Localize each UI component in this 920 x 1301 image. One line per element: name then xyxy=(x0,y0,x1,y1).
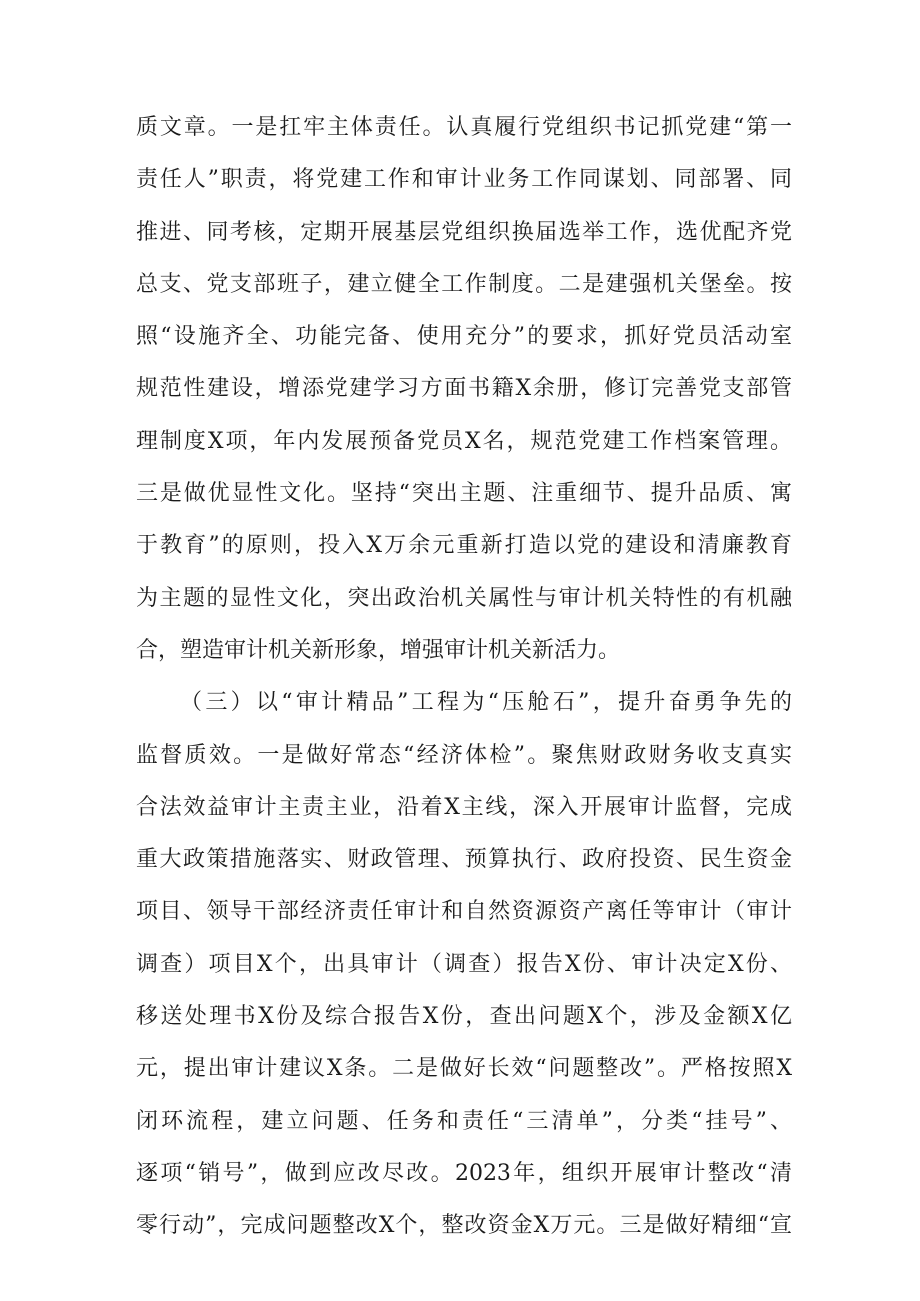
text-line: 规范性建设，增添党建学习方面书籍X余册，修订完善党支部管 xyxy=(136,376,792,402)
text-line: 推进、同考核，定期开展基层党组织换届选举工作，选优配齐党 xyxy=(136,219,792,245)
text-line: 质文章。一是扛牢主体责任。认真履行党组织书记抓党建“第一 xyxy=(136,115,792,140)
text-line: 调查）项目X个，出具审计（调查）报告X份、审计决定X份、 xyxy=(136,951,792,977)
body-text xyxy=(136,102,792,1253)
text-line: 监督质效。一是做好常态“经济体检”。聚焦财政财务收支真实 xyxy=(136,742,792,768)
text-line: 闭环流程，建立问题、任务和责任“三清单”，分类“挂号”、 xyxy=(136,1108,792,1134)
text-line: 项目、领导干部经济责任审计和自然资源资产离任等审计（审计 xyxy=(136,899,792,925)
text-line: 移送处理书X份及综合报告X份，查出问题X个，涉及金额X亿 xyxy=(136,1004,792,1030)
text-line: 合法效益审计主责主业，沿着X主线，深入开展审计监督，完成 xyxy=(136,794,792,820)
text-line: 理制度X项，年内发展预备党员X名，规范党建工作档案管理。 xyxy=(136,428,792,454)
text-line: 重大政策措施落实、财政管理、预算执行、政府投资、民生资金 xyxy=(136,847,792,873)
text-line: 照“设施齐全、功能完备、使用充分”的要求，抓好党员活动室 xyxy=(136,324,792,350)
section-heading-line: （三）以“审计精品”工程为“压舱石”，提升奋勇争先的 xyxy=(180,690,792,716)
text-line: 于教育”的原则，投入X万余元重新打造以党的建设和清廉教育 xyxy=(136,533,792,559)
text-line: 责任人”职责，将党建工作和审计业务工作同谋划、同部署、同 xyxy=(136,167,792,193)
text-line: 逐项“销号”，做到应改尽改。2023年，组织开展审计整改“清 xyxy=(136,1160,792,1186)
text-line: 三是做优显性文化。坚持“突出主题、注重细节、提升品质、寓 xyxy=(136,481,792,507)
text-line: 为主题的显性文化，突出政治机关属性与审计机关特性的有机融 xyxy=(136,585,792,611)
paragraph-end-line: 合，塑造审计机关新形象，增强审计机关新活力。 xyxy=(136,637,621,663)
text-line: 零行动”，完成问题整改X个，整改资金X万元。三是做好精细“宣 xyxy=(136,1213,792,1239)
text-line: 总支、党支部班子，建立健全工作制度。二是建强机关堡垒。按 xyxy=(136,271,792,297)
text-line: 元，提出审计建议X条。二是做好长效“问题整改”。严格按照X xyxy=(136,1056,792,1082)
